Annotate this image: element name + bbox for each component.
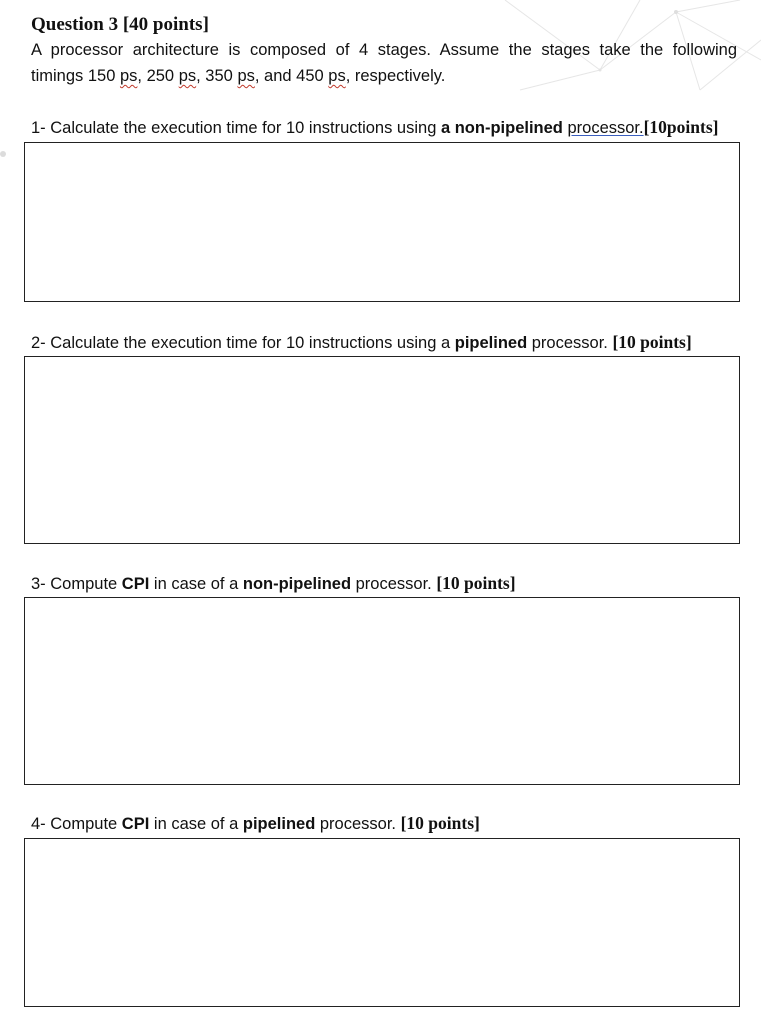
spellcheck-word: ps: [328, 67, 346, 85]
question-number: Question 3: [31, 14, 119, 35]
underlined-word: processor.: [567, 119, 644, 137]
answer-box-2[interactable]: [24, 356, 740, 544]
part-1-points: [10points]: [643, 117, 719, 137]
answer-box-3[interactable]: [24, 597, 740, 785]
part-2-points: [10 points]: [612, 332, 692, 352]
intro-line-2: timings 150 ps, 250 ps, 350 ps, and 450 ps, respectively.: [31, 67, 446, 85]
margin-mark: [0, 151, 6, 157]
part-2-prompt: 2- Calculate the execution time for 10 instructions using a pipelined processor. [10 points]: [31, 332, 692, 352]
question-intro: [31, 37, 737, 89]
answer-box-4[interactable]: [24, 838, 740, 1007]
part-3-points: [10 points]: [436, 573, 516, 593]
intro-line-1: A processor architecture is composed of 4 stages. Assume the stages take the following: [31, 41, 737, 59]
part-1-prompt: 1- Calculate the execution time for 10 instructions using a non-pipelined processor.[10points]: [31, 117, 719, 137]
part-3-prompt: 3- Compute CPI in case of a non-pipelined processor. [10 points]: [31, 573, 516, 593]
spellcheck-word: ps: [178, 67, 197, 85]
question-title: [31, 13, 209, 37]
answer-box-1[interactable]: [24, 142, 740, 302]
part-4-points: [10 points]: [400, 813, 480, 833]
part-4-prompt: 4- Compute CPI in case of a pipelined processor. [10 points]: [31, 813, 480, 833]
spellcheck-word: ps: [119, 67, 138, 85]
question-points: [40 points]: [122, 14, 209, 35]
spellcheck-word: ps: [237, 67, 255, 85]
